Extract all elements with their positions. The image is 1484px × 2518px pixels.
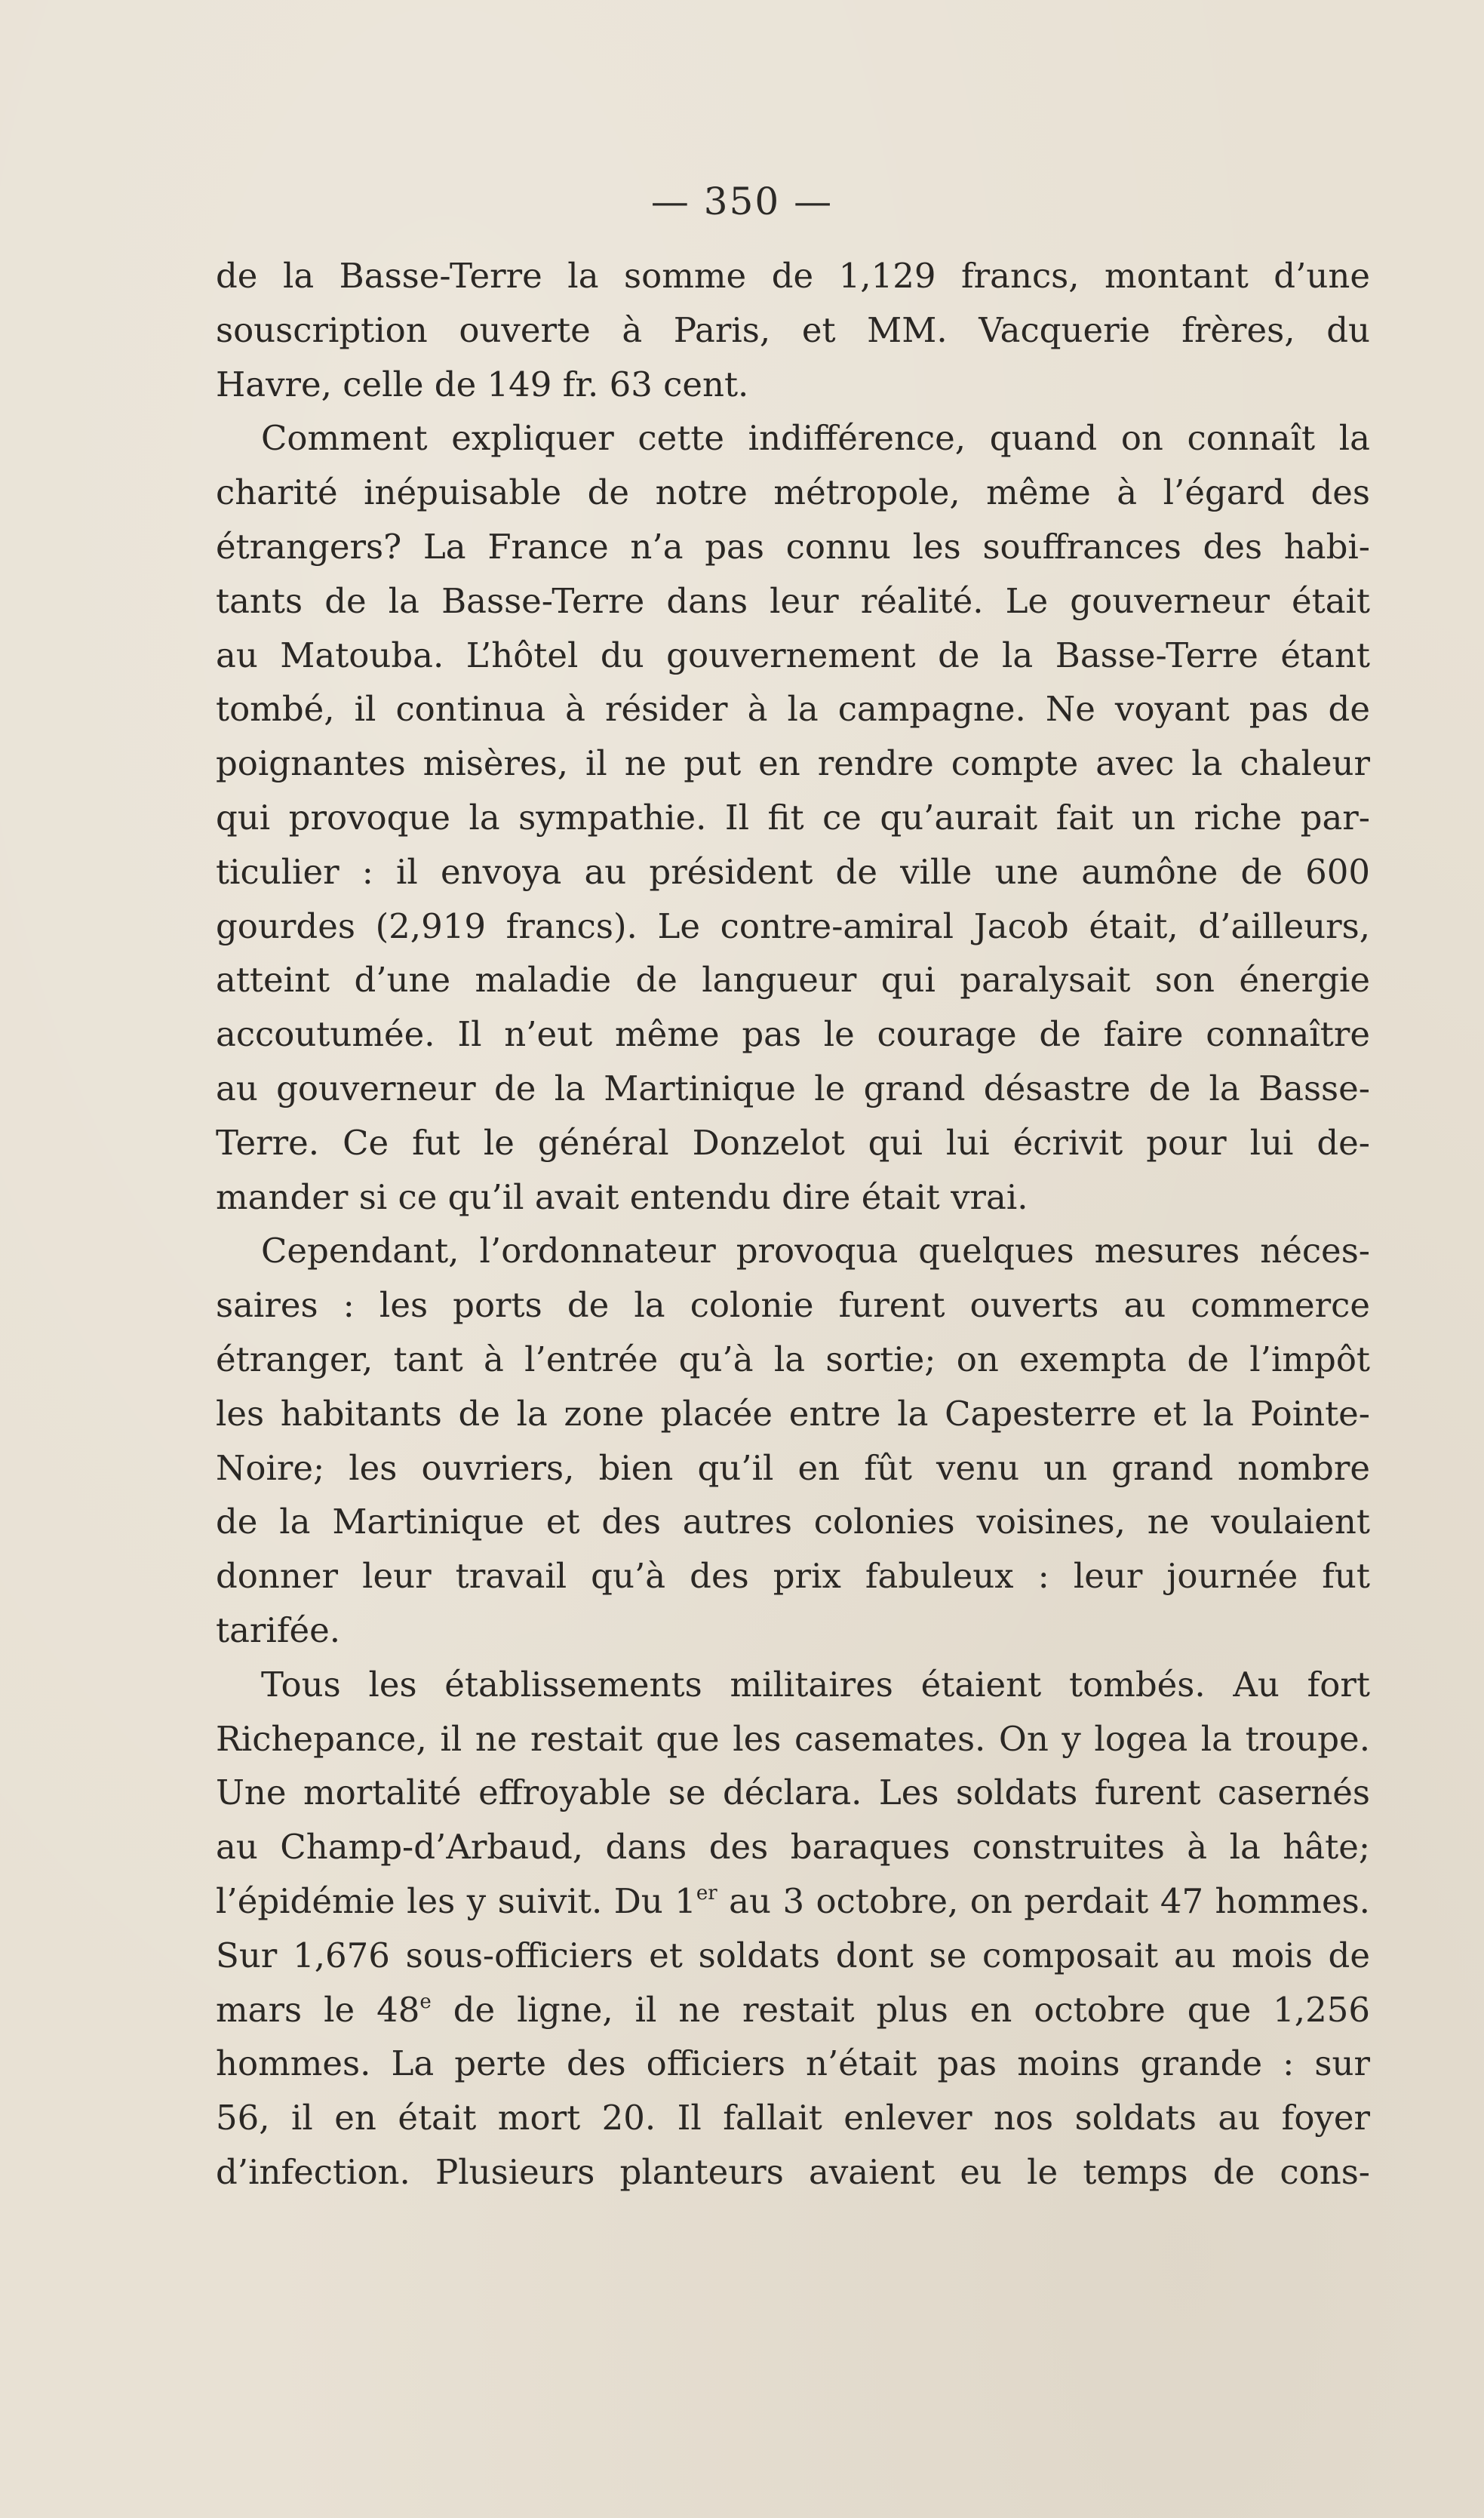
text-fragment: l’épidémie les y suivit. Du 1 — [216, 1880, 696, 1921]
text-line: hommes. La perte des officiers n’était pas moins grande : sur — [216, 2043, 1370, 2084]
text-line-with-superscript — [216, 1874, 1370, 1929]
paragraph-3 — [216, 1224, 1370, 1657]
paragraph-4 — [216, 1658, 1370, 2200]
text-line: étrangers? La France n’a pas connu les souffrances des habi- — [216, 526, 1370, 567]
paragraph-1 — [216, 249, 1370, 411]
text-line: ticulier : il envoya au président de ville une aumône de 600 — [216, 851, 1370, 892]
text-line: les habitants de la zone placée entre la Capesterre et la Pointe- — [216, 1393, 1370, 1434]
text-line: au Champ-d’Arbaud, dans des baraques construites à la hâte; — [216, 1827, 1370, 1868]
text-line: Une mortalité effroyable se déclara. Les soldats furent casernés — [216, 1772, 1370, 1813]
text-line: étranger, tant à l’entrée qu’à la sortie; on exempta de l’impôt — [216, 1339, 1370, 1379]
text-line: tarifée. — [216, 1609, 341, 1650]
superscript: er — [696, 1881, 717, 1905]
text-line: Richepance, il ne restait que les casemates. On y logea la troupe. — [216, 1718, 1370, 1759]
text-line: mander si ce qu’il avait entendu dire était vrai. — [216, 1176, 1028, 1217]
text-line: de la Martinique et des autres colonies voisines, ne voulaient — [216, 1502, 1370, 1542]
text-line: qui provoque la sympathie. Il fit ce qu’aurait fait un riche par- — [216, 797, 1370, 838]
text-line: Cependant, l’ordonnateur provoqua quelques mesures néces- — [261, 1231, 1370, 1271]
text-line: donner leur travail qu’à des prix fabuleux : leur journée fut — [216, 1556, 1370, 1597]
text-line: au Matouba. L’hôtel du gouvernement de la Basse-Terre étant — [216, 635, 1370, 675]
text-line: d’infection. Plusieurs planteurs avaient eu le temps de cons- — [216, 2151, 1370, 2192]
text-line: Havre, celle de 149 fr. 63 cent. — [216, 364, 749, 404]
page-number: — 350 — — [650, 180, 834, 223]
text-line: Noire; les ouvriers, bien qu’il en fût venu un grand nombre — [216, 1447, 1370, 1488]
text-line: souscription ouverte à Paris, et MM. Vacquerie frères, du — [216, 309, 1370, 350]
text-line: accoutumée. Il n’eut même pas le courage de faire connaître — [216, 1014, 1370, 1055]
text-line: charité inépuisable de notre métropole, même à l’égard des — [216, 472, 1370, 513]
text-line: poignantes misères, il ne put en rendre compte avec la chaleur — [216, 743, 1370, 784]
text-fragment: au 3 octobre, on perdait 47 hommes. — [717, 1880, 1370, 1921]
superscript: e — [419, 1990, 432, 2013]
body-text — [216, 249, 1370, 2200]
text-line-with-superscript — [216, 1983, 1370, 2037]
text-line: Tous les établissements militaires étaient tombés. Au fort — [261, 1664, 1370, 1705]
text-line: atteint d’une maladie de langueur qui paralysait son énergie — [216, 960, 1370, 1001]
text-line: tombé, il continua à résider à la campagne. Ne voyant pas de — [216, 689, 1370, 730]
paragraph-2 — [216, 411, 1370, 1224]
text-fragment: de ligne, il ne restait plus en octobre que 1,256 — [431, 1989, 1370, 2030]
text-line: 56, il en était mort 20. Il fallait enlever nos soldats au foyer — [216, 2098, 1370, 2138]
text-fragment: mars le 48 — [216, 1989, 420, 2030]
text-line: au gouverneur de la Martinique le grand désastre de la Basse- — [216, 1068, 1370, 1108]
text-line: de la Basse-Terre la somme de 1,129 francs, montant d’une — [216, 256, 1370, 296]
text-line: Terre. Ce fut le général Donzelot qui lui écrivit pour lui de- — [216, 1122, 1370, 1163]
text-line: saires : les ports de la colonie furent ouverts au commerce — [216, 1285, 1370, 1326]
text-line: Sur 1,676 sous-officiers et soldats dont se composait au mois de — [216, 1935, 1370, 1975]
text-line: gourdes (2,919 francs). Le contre-amiral Jacob était, d’ailleurs, — [216, 905, 1370, 946]
text-line: Comment expliquer cette indifférence, quand on connaît la — [261, 418, 1370, 459]
text-line: tants de la Basse-Terre dans leur réalité. Le gouverneur était — [216, 580, 1370, 621]
